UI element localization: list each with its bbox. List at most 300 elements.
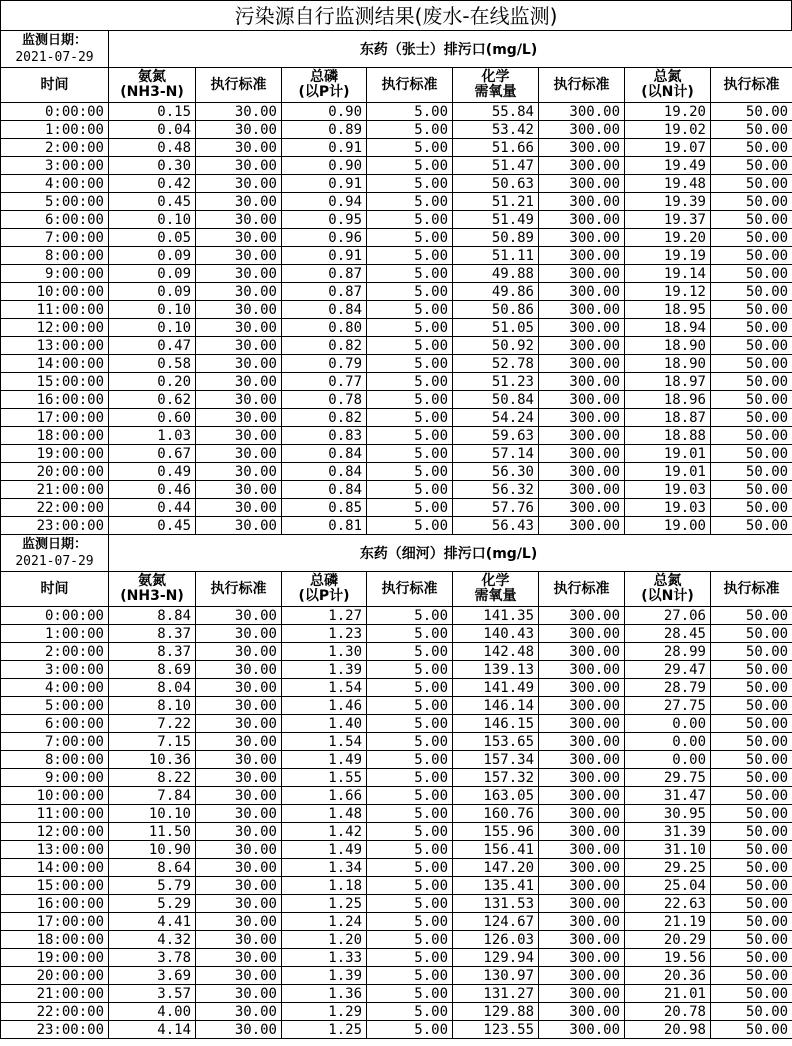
table-row [1, 463, 792, 481]
time-cell: 17:00:00 [1, 409, 109, 427]
value-cell: 300.00 [539, 949, 625, 967]
value-cell: 30.00 [196, 625, 282, 643]
value-cell: 300.00 [539, 517, 625, 535]
value-cell: 1.03 [109, 427, 196, 445]
value-cell: 300.00 [539, 265, 625, 283]
value-cell: 0.09 [109, 247, 196, 265]
value-cell: 5.00 [367, 697, 453, 715]
monitoring-date [1, 31, 109, 68]
value-cell: 5.00 [367, 427, 453, 445]
value-cell: 5.00 [367, 247, 453, 265]
value-cell: 300.00 [539, 283, 625, 301]
value-cell: 0.09 [109, 265, 196, 283]
value-cell: 300.00 [539, 247, 625, 265]
column-header: 时间 [1, 68, 109, 103]
section-info-row [1, 31, 792, 68]
value-cell: 0.80 [282, 319, 367, 337]
value-cell: 140.43 [453, 625, 539, 643]
time-cell: 20:00:00 [1, 967, 109, 985]
value-cell: 50.00 [711, 913, 792, 931]
value-cell: 5.00 [367, 625, 453, 643]
value-cell: 300.00 [539, 373, 625, 391]
value-cell: 19.07 [625, 139, 711, 157]
value-cell: 30.00 [196, 391, 282, 409]
value-cell: 123.55 [453, 1021, 539, 1039]
value-cell: 139.13 [453, 661, 539, 679]
value-cell: 30.00 [196, 697, 282, 715]
value-cell: 50.00 [711, 715, 792, 733]
value-cell: 51.66 [453, 139, 539, 157]
value-cell: 18.90 [625, 355, 711, 373]
time-cell: 12:00:00 [1, 319, 109, 337]
value-cell: 19.48 [625, 175, 711, 193]
time-cell: 5:00:00 [1, 193, 109, 211]
value-cell: 300.00 [539, 841, 625, 859]
value-cell: 300.00 [539, 733, 625, 751]
value-cell: 50.84 [453, 391, 539, 409]
value-cell: 50.00 [711, 769, 792, 787]
value-cell: 59.63 [453, 427, 539, 445]
value-cell: 50.86 [453, 301, 539, 319]
value-cell: 0.67 [109, 445, 196, 463]
value-cell: 1.39 [282, 967, 367, 985]
value-cell: 30.00 [196, 337, 282, 355]
value-cell: 8.04 [109, 679, 196, 697]
value-cell: 30.00 [196, 895, 282, 913]
value-cell: 155.96 [453, 823, 539, 841]
value-cell: 50.00 [711, 391, 792, 409]
value-cell: 50.00 [711, 625, 792, 643]
value-cell: 300.00 [539, 337, 625, 355]
table-row [1, 715, 792, 733]
time-cell: 23:00:00 [1, 1021, 109, 1039]
value-cell: 0.94 [282, 193, 367, 211]
time-cell: 9:00:00 [1, 265, 109, 283]
value-cell: 30.00 [196, 157, 282, 175]
table-row [1, 481, 792, 499]
value-cell: 30.00 [196, 193, 282, 211]
value-cell: 30.00 [196, 409, 282, 427]
value-cell: 5.00 [367, 373, 453, 391]
value-cell: 30.00 [196, 103, 282, 121]
column-header: 氨氮 (NH3-N) [109, 572, 196, 607]
value-cell: 19.03 [625, 481, 711, 499]
value-cell: 50.00 [711, 499, 792, 517]
value-cell: 1.36 [282, 985, 367, 1003]
value-cell: 5.00 [367, 823, 453, 841]
value-cell: 28.45 [625, 625, 711, 643]
value-cell: 300.00 [539, 607, 625, 625]
column-header: 化学 需氧量 [453, 572, 539, 607]
value-cell: 30.00 [196, 769, 282, 787]
value-cell: 5.00 [367, 481, 453, 499]
value-cell: 56.32 [453, 481, 539, 499]
value-cell: 31.47 [625, 787, 711, 805]
value-cell: 50.92 [453, 337, 539, 355]
table-row [1, 913, 792, 931]
value-cell: 0.20 [109, 373, 196, 391]
value-cell: 30.00 [196, 967, 282, 985]
value-cell: 50.00 [711, 1021, 792, 1039]
time-cell: 19:00:00 [1, 949, 109, 967]
table-row [1, 355, 792, 373]
column-header-row [1, 572, 792, 607]
value-cell: 300.00 [539, 661, 625, 679]
value-cell: 30.95 [625, 805, 711, 823]
value-cell: 0.10 [109, 301, 196, 319]
column-header: 氨氮 (NH3-N) [109, 68, 196, 103]
value-cell: 50.00 [711, 679, 792, 697]
table-row [1, 103, 792, 121]
value-cell: 5.00 [367, 283, 453, 301]
value-cell: 50.00 [711, 121, 792, 139]
value-cell: 18.94 [625, 319, 711, 337]
value-cell: 5.00 [367, 931, 453, 949]
table-row [1, 193, 792, 211]
value-cell: 50.00 [711, 319, 792, 337]
time-cell: 16:00:00 [1, 895, 109, 913]
value-cell: 146.14 [453, 697, 539, 715]
value-cell: 300.00 [539, 499, 625, 517]
value-cell: 1.34 [282, 859, 367, 877]
value-cell: 5.00 [367, 499, 453, 517]
value-cell: 1.39 [282, 661, 367, 679]
value-cell: 50.00 [711, 607, 792, 625]
value-cell: 3.78 [109, 949, 196, 967]
value-cell: 300.00 [539, 823, 625, 841]
time-cell: 20:00:00 [1, 463, 109, 481]
value-cell: 20.78 [625, 1003, 711, 1021]
time-cell: 10:00:00 [1, 283, 109, 301]
value-cell: 300.00 [539, 211, 625, 229]
value-cell: 1.49 [282, 751, 367, 769]
value-cell: 50.00 [711, 805, 792, 823]
value-cell: 18.95 [625, 301, 711, 319]
time-cell: 15:00:00 [1, 877, 109, 895]
value-cell: 22.63 [625, 895, 711, 913]
value-cell: 50.00 [711, 877, 792, 895]
value-cell: 3.69 [109, 967, 196, 985]
value-cell: 30.00 [196, 445, 282, 463]
value-cell: 0.42 [109, 175, 196, 193]
value-cell: 5.00 [367, 175, 453, 193]
value-cell: 49.86 [453, 283, 539, 301]
monitoring-table [0, 30, 792, 1039]
outlet-name: 东药（张士）排污口(mg/L) [109, 31, 792, 68]
value-cell: 0.85 [282, 499, 367, 517]
table-row [1, 751, 792, 769]
table-row [1, 337, 792, 355]
value-cell: 50.00 [711, 733, 792, 751]
value-cell: 8.37 [109, 643, 196, 661]
value-cell: 1.27 [282, 607, 367, 625]
value-cell: 129.88 [453, 1003, 539, 1021]
value-cell: 30.00 [196, 733, 282, 751]
value-cell: 57.14 [453, 445, 539, 463]
value-cell: 29.47 [625, 661, 711, 679]
value-cell: 5.00 [367, 607, 453, 625]
value-cell: 31.39 [625, 823, 711, 841]
value-cell: 5.00 [367, 751, 453, 769]
time-cell: 19:00:00 [1, 445, 109, 463]
table-row [1, 211, 792, 229]
value-cell: 1.54 [282, 733, 367, 751]
value-cell: 51.49 [453, 211, 539, 229]
value-cell: 50.00 [711, 895, 792, 913]
value-cell: 146.15 [453, 715, 539, 733]
table-row [1, 265, 792, 283]
value-cell: 21.19 [625, 913, 711, 931]
value-cell: 30.00 [196, 481, 282, 499]
value-cell: 50.00 [711, 229, 792, 247]
table-row [1, 643, 792, 661]
time-cell: 4:00:00 [1, 175, 109, 193]
value-cell: 49.88 [453, 265, 539, 283]
value-cell: 5.00 [367, 679, 453, 697]
value-cell: 53.42 [453, 121, 539, 139]
value-cell: 300.00 [539, 103, 625, 121]
value-cell: 10.10 [109, 805, 196, 823]
table-row [1, 859, 792, 877]
value-cell: 300.00 [539, 895, 625, 913]
value-cell: 50.00 [711, 859, 792, 877]
value-cell: 28.99 [625, 643, 711, 661]
value-cell: 50.00 [711, 1003, 792, 1021]
value-cell: 0.00 [625, 751, 711, 769]
value-cell: 30.00 [196, 499, 282, 517]
value-cell: 153.65 [453, 733, 539, 751]
time-cell: 5:00:00 [1, 697, 109, 715]
time-cell: 18:00:00 [1, 931, 109, 949]
value-cell: 300.00 [539, 1003, 625, 1021]
value-cell: 30.00 [196, 877, 282, 895]
column-header: 执行标准 [196, 68, 282, 103]
table-row [1, 427, 792, 445]
outlet-name: 东药（细河）排污口(mg/L) [109, 535, 792, 572]
time-cell: 16:00:00 [1, 391, 109, 409]
table-row [1, 229, 792, 247]
value-cell: 5.00 [367, 121, 453, 139]
value-cell: 50.00 [711, 373, 792, 391]
value-cell: 1.48 [282, 805, 367, 823]
value-cell: 0.87 [282, 265, 367, 283]
value-cell: 0.91 [282, 175, 367, 193]
time-cell: 3:00:00 [1, 157, 109, 175]
column-header: 执行标准 [367, 68, 453, 103]
value-cell: 5.00 [367, 211, 453, 229]
value-cell: 19.39 [625, 193, 711, 211]
value-cell: 11.50 [109, 823, 196, 841]
value-cell: 30.00 [196, 121, 282, 139]
value-cell: 300.00 [539, 715, 625, 733]
value-cell: 19.02 [625, 121, 711, 139]
value-cell: 141.49 [453, 679, 539, 697]
value-cell: 50.00 [711, 337, 792, 355]
value-cell: 0.91 [282, 139, 367, 157]
value-cell: 10.36 [109, 751, 196, 769]
value-cell: 27.06 [625, 607, 711, 625]
value-cell: 5.00 [367, 355, 453, 373]
value-cell: 0.77 [282, 373, 367, 391]
table-row [1, 985, 792, 1003]
value-cell: 5.00 [367, 733, 453, 751]
value-cell: 300.00 [539, 229, 625, 247]
time-cell: 3:00:00 [1, 661, 109, 679]
time-cell: 22:00:00 [1, 499, 109, 517]
time-cell: 8:00:00 [1, 751, 109, 769]
value-cell: 5.00 [367, 787, 453, 805]
value-cell: 300.00 [539, 463, 625, 481]
table-row [1, 283, 792, 301]
value-cell: 8.64 [109, 859, 196, 877]
value-cell: 51.47 [453, 157, 539, 175]
value-cell: 19.01 [625, 463, 711, 481]
time-cell: 11:00:00 [1, 301, 109, 319]
monitoring-date-label: 监测日期： [21, 537, 87, 552]
value-cell: 30.00 [196, 823, 282, 841]
section-info-row [1, 535, 792, 572]
value-cell: 30.00 [196, 913, 282, 931]
table-body [1, 31, 792, 1039]
value-cell: 50.00 [711, 517, 792, 535]
value-cell: 25.04 [625, 877, 711, 895]
value-cell: 50.00 [711, 355, 792, 373]
value-cell: 50.00 [711, 751, 792, 769]
value-cell: 30.00 [196, 859, 282, 877]
value-cell: 0.84 [282, 445, 367, 463]
column-header: 时间 [1, 572, 109, 607]
table-row [1, 697, 792, 715]
value-cell: 51.23 [453, 373, 539, 391]
value-cell: 50.00 [711, 247, 792, 265]
value-cell: 5.00 [367, 841, 453, 859]
value-cell: 300.00 [539, 121, 625, 139]
value-cell: 3.57 [109, 985, 196, 1003]
value-cell: 300.00 [539, 139, 625, 157]
value-cell: 30.00 [196, 517, 282, 535]
value-cell: 0.44 [109, 499, 196, 517]
table-row [1, 967, 792, 985]
monitoring-date-value: 2021-07-29 [15, 50, 94, 65]
value-cell: 0.90 [282, 103, 367, 121]
column-header: 执行标准 [367, 572, 453, 607]
value-cell: 5.00 [367, 301, 453, 319]
value-cell: 30.00 [196, 607, 282, 625]
value-cell: 300.00 [539, 967, 625, 985]
value-cell: 29.75 [625, 769, 711, 787]
value-cell: 300.00 [539, 193, 625, 211]
time-cell: 17:00:00 [1, 913, 109, 931]
time-cell: 10:00:00 [1, 787, 109, 805]
value-cell: 8.37 [109, 625, 196, 643]
value-cell: 5.00 [367, 913, 453, 931]
value-cell: 50.00 [711, 139, 792, 157]
value-cell: 300.00 [539, 1021, 625, 1039]
table-row [1, 607, 792, 625]
value-cell: 5.00 [367, 769, 453, 787]
value-cell: 4.41 [109, 913, 196, 931]
value-cell: 5.00 [367, 949, 453, 967]
value-cell: 1.33 [282, 949, 367, 967]
time-cell: 6:00:00 [1, 715, 109, 733]
value-cell: 28.79 [625, 679, 711, 697]
value-cell: 5.00 [367, 463, 453, 481]
value-cell: 27.75 [625, 697, 711, 715]
time-cell: 2:00:00 [1, 643, 109, 661]
table-row [1, 841, 792, 859]
value-cell: 30.00 [196, 301, 282, 319]
value-cell: 19.20 [625, 229, 711, 247]
value-cell: 5.00 [367, 103, 453, 121]
value-cell: 0.78 [282, 391, 367, 409]
value-cell: 5.00 [367, 193, 453, 211]
value-cell: 54.24 [453, 409, 539, 427]
time-cell: 14:00:00 [1, 859, 109, 877]
time-cell: 1:00:00 [1, 625, 109, 643]
value-cell: 5.00 [367, 445, 453, 463]
value-cell: 300.00 [539, 931, 625, 949]
value-cell: 30.00 [196, 373, 282, 391]
time-cell: 21:00:00 [1, 985, 109, 1003]
value-cell: 300.00 [539, 445, 625, 463]
value-cell: 5.00 [367, 157, 453, 175]
time-cell: 14:00:00 [1, 355, 109, 373]
value-cell: 4.00 [109, 1003, 196, 1021]
time-cell: 12:00:00 [1, 823, 109, 841]
value-cell: 30.00 [196, 211, 282, 229]
value-cell: 5.00 [367, 319, 453, 337]
value-cell: 8.10 [109, 697, 196, 715]
value-cell: 18.87 [625, 409, 711, 427]
value-cell: 50.00 [711, 949, 792, 967]
value-cell: 1.55 [282, 769, 367, 787]
value-cell: 50.00 [711, 967, 792, 985]
table-row [1, 373, 792, 391]
value-cell: 5.00 [367, 805, 453, 823]
value-cell: 1.30 [282, 643, 367, 661]
value-cell: 30.00 [196, 139, 282, 157]
value-cell: 1.20 [282, 931, 367, 949]
value-cell: 1.25 [282, 1021, 367, 1039]
value-cell: 18.90 [625, 337, 711, 355]
value-cell: 0.47 [109, 337, 196, 355]
column-header: 执行标准 [196, 572, 282, 607]
report-title: 污染源自行监测结果(废水-在线监测) [0, 0, 792, 30]
time-cell: 6:00:00 [1, 211, 109, 229]
value-cell: 300.00 [539, 697, 625, 715]
value-cell: 5.00 [367, 859, 453, 877]
value-cell: 300.00 [539, 391, 625, 409]
value-cell: 163.05 [453, 787, 539, 805]
value-cell: 30.00 [196, 949, 282, 967]
value-cell: 50.00 [711, 211, 792, 229]
value-cell: 5.29 [109, 895, 196, 913]
value-cell: 1.18 [282, 877, 367, 895]
value-cell: 5.00 [367, 517, 453, 535]
value-cell: 50.00 [711, 103, 792, 121]
value-cell: 0.10 [109, 211, 196, 229]
value-cell: 300.00 [539, 751, 625, 769]
value-cell: 30.00 [196, 805, 282, 823]
value-cell: 30.00 [196, 1021, 282, 1039]
table-row [1, 895, 792, 913]
table-row [1, 121, 792, 139]
value-cell: 300.00 [539, 355, 625, 373]
value-cell: 0.83 [282, 427, 367, 445]
value-cell: 1.29 [282, 1003, 367, 1021]
value-cell: 50.00 [711, 409, 792, 427]
value-cell: 18.88 [625, 427, 711, 445]
